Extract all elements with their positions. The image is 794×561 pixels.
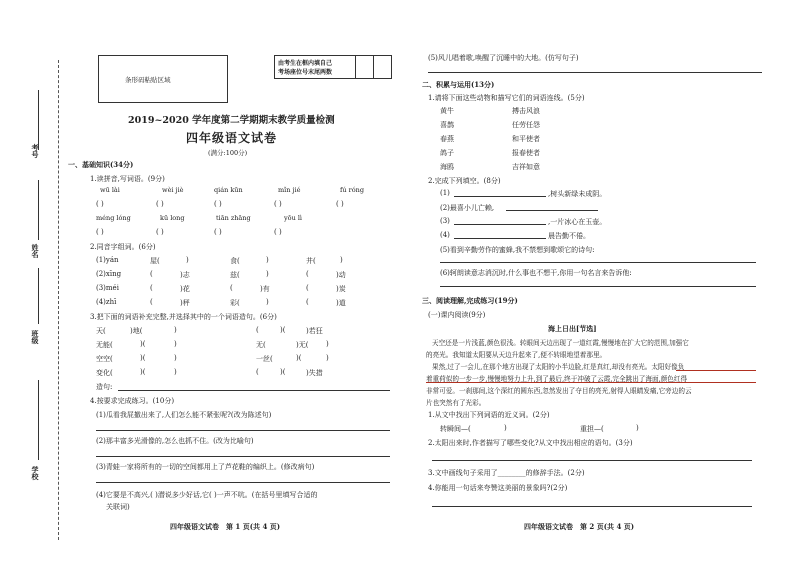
q3-cell: ) (174, 326, 177, 334)
section1-heading: 一、基础知识(34分) (68, 160, 134, 169)
q3-cell: )( (296, 354, 302, 362)
pinyin: tiān zhāng (216, 214, 251, 222)
q2-cell: 井( (306, 257, 316, 265)
q4-item-4: (4)它要是不高兴,( )潜说多少好话,它( )一声不吭。(在括号里填写合适的 (96, 491, 318, 499)
class-line (38, 268, 39, 324)
q3-cell: ) (174, 368, 177, 376)
q2-cell: 彩( (230, 299, 240, 307)
sentence-label: 造句: (96, 383, 113, 391)
answer-line[interactable] (432, 460, 752, 461)
q3-cell: )( (140, 340, 146, 348)
animal-item: 黄牛 (440, 107, 454, 115)
read-q3: 3.文中画线句子采用了________的修辞手法。(2分) (428, 469, 585, 477)
fill-item-2: (2)最喜小儿亡赖, (440, 204, 495, 212)
fill-item-3: (3) (440, 217, 450, 225)
pinyin: mǐn jié (278, 186, 301, 194)
q2-cell: )有 (260, 285, 270, 293)
q3-cell: )若狂 (306, 327, 323, 335)
fill-item-1-end: ,树头新绿未成阴。 (548, 190, 607, 198)
answer-line[interactable] (440, 286, 756, 287)
class-label: 班级 (31, 330, 40, 344)
fill-item-6: (6)轲朗读意志消沉时,什么事也不想干,你用一句名言来告诉他: (440, 269, 632, 277)
q3-cell: 无( (256, 341, 266, 349)
page2-footer: 四年级语文试卷 第 2 页(共 4 页) (524, 522, 635, 531)
seat-cell-divider (355, 56, 356, 78)
passage-line: 着重荷似的一步一步,慢慢地努力上升,到了最后,终于冲破了云霞,完全跳出了海面,颜色红得 (426, 375, 688, 383)
q3-cell: ) (174, 340, 177, 348)
underline-mark (426, 382, 756, 383)
answer-line[interactable] (96, 430, 390, 431)
q2-cell: ) (266, 298, 269, 306)
seat-notice-2: 考场座位号末尾两数 (278, 69, 333, 76)
q3-cell: )失措 (306, 369, 323, 377)
q3-cell: ( (256, 368, 259, 376)
q3-cell: ) (326, 354, 329, 362)
answer-line[interactable] (428, 72, 762, 73)
answer-line[interactable] (454, 196, 546, 197)
phrase-item: 和平使者 (512, 135, 540, 143)
q2-pinyin: (2)xīng (96, 270, 122, 278)
q2-pinyin: (1)yán (96, 256, 119, 264)
read-q2: 2.太阳出来时,作者描写了哪些变化?从文中找出相应的语句。(3分) (428, 439, 633, 447)
barcode-label: 条形码粘贴区域 (125, 76, 171, 84)
answer-blank[interactable]: ( ) (274, 228, 282, 236)
q3-cell: )( (280, 326, 286, 334)
s2-q1-stem: 1.请将下面这些动物和描写它们的词语连线。(5分) (428, 94, 585, 102)
fill-item-5: (5)看到辛勤劳作的蜜蜂,我不禁想到歌颂它的诗句: (440, 246, 595, 254)
pinyin: fú róng (340, 186, 365, 194)
fill-item-3-end: ,一片冰心在玉壶。 (548, 218, 607, 226)
underline-mark (676, 370, 756, 371)
exam-title: 2019~2020 学年度第二学期期末教学质量检测 (128, 115, 335, 126)
answer-blank[interactable]: ( ) (96, 200, 104, 208)
page1-footer: 四年级语文试卷 第 1 页(共 4 页) (170, 522, 281, 531)
q3-cell: )无( (296, 341, 309, 349)
q2-cell: )秤 (180, 299, 190, 307)
pinyin: qián kūn (214, 186, 243, 194)
q4-item-2: (2)那丰富多光滑像的,怎么也抓不住。(改为比喻句) (96, 437, 254, 445)
q2-cell: ( (230, 284, 233, 292)
q2-cell: )炭 (336, 285, 346, 293)
answer-line[interactable] (440, 262, 756, 263)
q4-item-5: (5)风儿唱着歌,唤醒了沉睡中的大地。(仿写句子) (428, 54, 579, 62)
q2-cell: ) (186, 256, 189, 264)
q2-cell: )动 (336, 271, 346, 279)
section3-heading: 三、阅读理解,完成练习(19分) (422, 296, 518, 305)
q2-cell: ( (150, 298, 153, 306)
q2-cell: ( (306, 284, 309, 292)
q2-cell: ( (306, 270, 309, 278)
syn-pair: ) (504, 424, 507, 432)
barcode-box (98, 55, 228, 103)
phrase-item: 任劳任怨 (512, 121, 540, 129)
q4-item-4-cont: 关联词) (106, 503, 130, 511)
q2-cell: 屋( (150, 257, 160, 265)
exam-subtitle: 四年级语文试卷 (186, 131, 278, 145)
q3-cell: )地( (130, 327, 143, 335)
s2-q2-stem: 2.完成下列填空。(8分) (428, 177, 501, 185)
answer-line[interactable] (454, 224, 546, 225)
passage-line: 果然,过了一会儿,在那个地方出现了太阳的小半边脸,红是真红,却没有亮光。太阳好像负 (432, 363, 685, 371)
pinyin: kū long (160, 214, 185, 222)
q2-cell: 兹( (230, 271, 240, 279)
q3-cell: 天( (96, 327, 106, 335)
full-score: (满分:100分) (208, 149, 248, 157)
fill-item-4-end: 晨告勤不倦。 (548, 232, 590, 240)
exam-no-label: 考号 (31, 144, 40, 158)
q2-pinyin: (4)zhī (96, 298, 117, 306)
answer-line[interactable] (96, 456, 390, 457)
answer-blank[interactable]: ( ) (96, 228, 104, 236)
q2-cell: 食( (230, 257, 240, 265)
phrase-item: 报春使者 (512, 149, 540, 157)
q3-cell: )( (140, 354, 146, 362)
passage-line: 天空还是一片浅蓝,颜色很浅。转眼间天边出现了一道红霞,慢慢地在扩大它的范围,加强它 (432, 339, 689, 347)
q3-stem: 3.把下面的词语补充完整,并选择其中的一个词语造句。(6分) (90, 313, 277, 321)
q3-cell: )( (280, 368, 286, 376)
name-label: 姓名 (31, 244, 40, 258)
passage-line: 的亮光。我知道太阳要从天边升起来了,便不转眼地望着那里。 (426, 351, 607, 359)
exam-no-line (38, 90, 39, 150)
pinyin: yōu lì (284, 214, 302, 222)
seat-notice-1: 由考生在框内填自己 (278, 60, 333, 67)
answer-blank[interactable]: ( ) (214, 228, 222, 236)
passage-line: 片也突然有了光彩。 (426, 399, 486, 407)
fill-item-1: (1) (440, 189, 450, 197)
pinyin: méng lóng (96, 214, 131, 222)
phrase-item: 吉祥如意 (512, 163, 540, 171)
answer-blank[interactable]: ( ) (336, 200, 344, 208)
q4-stem: 4.按要求完成练习。(10分) (90, 397, 175, 405)
q2-cell: ( (150, 284, 153, 292)
q2-cell: ) (340, 256, 343, 264)
animal-item: 鸽子 (440, 149, 454, 157)
read-q1: 1.从文中找出下列词语的近义词。(2分) (428, 411, 550, 419)
q2-cell: ( (306, 298, 309, 306)
syn-pair: ) (636, 424, 639, 432)
q2-cell: ) (266, 270, 269, 278)
q1-stem: 1.读拼音,写词语。(9分) (90, 175, 165, 183)
seat-cell-divider (373, 56, 374, 78)
fill-item-4: (4) (440, 231, 450, 239)
q3-cell: ) (174, 354, 177, 362)
seat-number-box (274, 55, 392, 79)
pinyin: wū lài (100, 186, 120, 194)
answer-line[interactable] (454, 238, 546, 239)
pinyin: wèi jiè (162, 186, 184, 194)
answer-blank[interactable]: ( ) (156, 228, 164, 236)
q2-cell: ) (266, 256, 269, 264)
q3-cell: 一丝( (256, 355, 273, 363)
syn-pair: 转瞬间—( (440, 425, 471, 433)
answer-blank[interactable]: ( ) (156, 200, 164, 208)
passage-line: 非常可爱。一刹那间,这个深红的圆东西,忽然发出了夺目的亮光,射得人眼睛发痛,它旁边的云 (426, 387, 692, 395)
q3-cell: 空空( (96, 355, 113, 363)
phrase-item: 搏击风浪 (512, 107, 540, 115)
name-line (38, 180, 39, 240)
q3-cell: )( (140, 368, 146, 376)
answer-line[interactable] (432, 506, 752, 507)
q3-cell: ( (256, 326, 259, 334)
read-q4: 4.你能用一句话来夸赞这美丽的景象吗?(2分) (428, 484, 568, 492)
q4-item-1: (1)瓜看我屁撤出来了,人们怎么能不紧张呢?(改为陈述句) (96, 411, 272, 419)
answer-blank[interactable]: ( ) (214, 200, 222, 208)
fold-line (58, 60, 59, 540)
answer-line[interactable] (96, 482, 390, 483)
q4-item-3: (3)青蛙一家将所有的一切的空间都用上了芦花鞋的编织上。(修改病句) (96, 463, 315, 471)
answer-line[interactable] (506, 210, 598, 211)
school-label: 学校 (31, 466, 40, 480)
q2-cell: ( (150, 270, 153, 278)
q2-pinyin: (3)méi (96, 284, 119, 292)
q2-stem: 2.同音字组词。(6分) (90, 243, 156, 251)
q3-cell: ) (326, 340, 329, 348)
q3-cell: 变化( (96, 369, 113, 377)
answer-blank[interactable]: ( ) (274, 200, 282, 208)
syn-pair: 重担—( (580, 425, 604, 433)
passage-title: 海上日出[节选] (548, 324, 597, 333)
animal-item: 海鸥 (440, 163, 454, 171)
section2-heading: 二、积累与运用(13分) (422, 80, 495, 89)
school-line (38, 380, 39, 460)
animal-item: 春燕 (440, 135, 454, 143)
animal-item: 喜鹊 (440, 121, 454, 129)
reading-sub: (一)课内阅读(9分) (428, 311, 486, 319)
q2-cell: )花 (180, 285, 190, 293)
q3-cell: 无能( (96, 341, 113, 349)
q2-cell: )志 (180, 271, 190, 279)
q2-cell: )道 (336, 299, 346, 307)
sentence-answer-line[interactable] (118, 390, 390, 391)
